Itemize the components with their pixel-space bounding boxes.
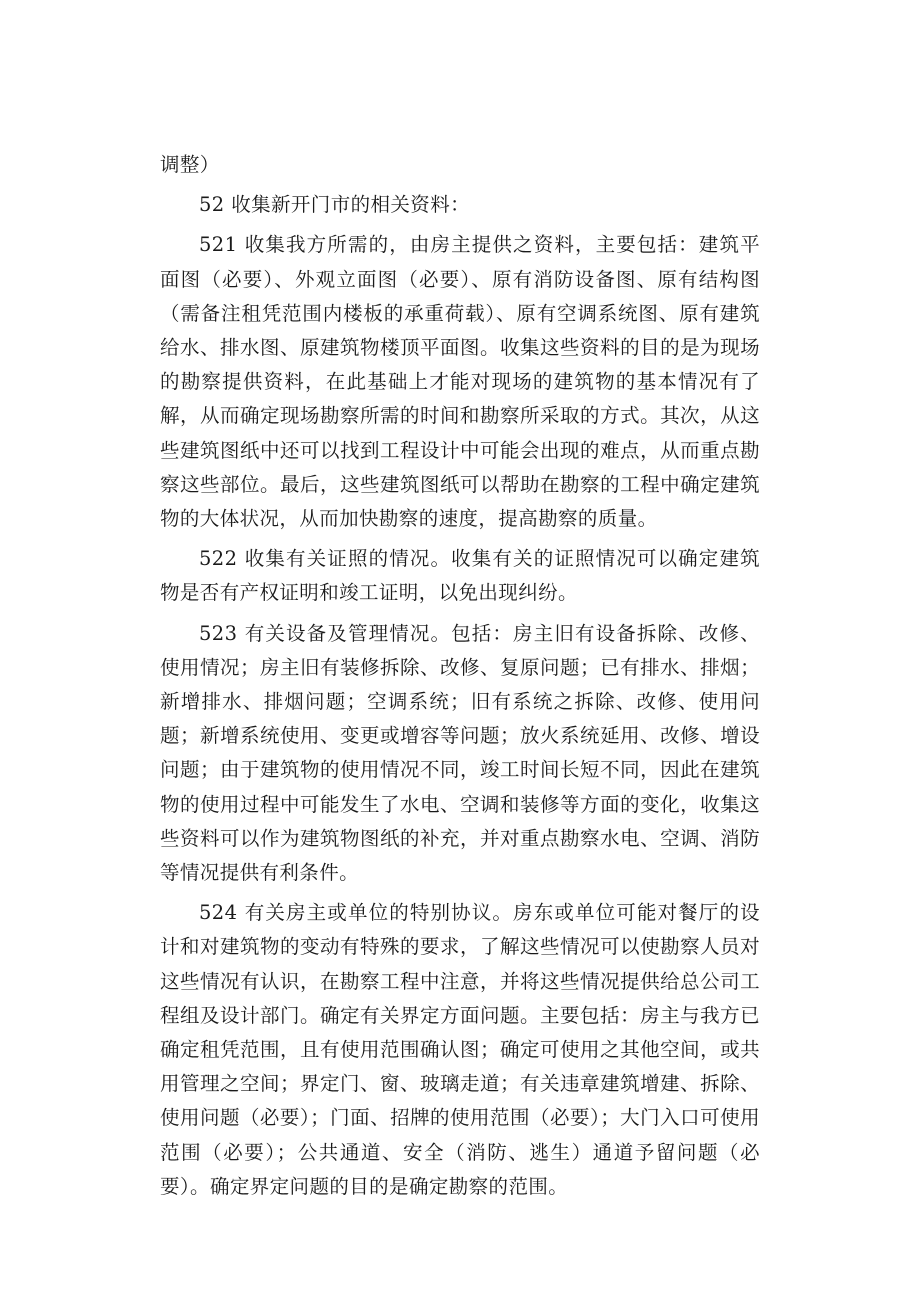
paragraph-523: 523 有关设备及管理情况。包括：房主旧有设备拆除、改修、使用情况；房主旧有装修拆除、改修、复原问题；已有排水、排烟；新增排水、排烟问题；空调系统；旧有系统之拆除、改修、使用问题；新增系统使用、变更或增容等问题；放火系统延用、改修、增设问题；由于建筑物的使用情况不同，竣工时间长短不同，因此在建筑物的使用过程中可能发生了水电、空调和装修等方面的变化，收集这些资料可以作为建筑物图纸的补充，并对重点勘察水电、空调、消防等情况提供有利条件。 [160,621,760,885]
paragraph-521: 521 收集我方所需的，由房主提供之资料，主要包括：建筑平面图（必要）、外观立面图（必要）、原有消防设备图、原有结构图（需备注租凭范围内楼板的承重荷载）、原有空调系统图、原有建筑给水、排水图、原建筑物楼顶平面图。收集这些资料的目的是为现场的勘察提供资料，在此基础上才能对现场的建筑物的基本情况有了解，从而确定现场勘察所需的时间和勘察所采取的方式。其次，从这些建筑图纸中还可以找到工程设计中可能会出现的难点，从而重点勘察这些部位。最后，这些建筑图纸可以帮助在勘察的工程中确定建筑物的大体状况，从而加快勘察的速度，提高勘察的质量。 [160,233,760,531]
paragraph-524: 524 有关房主或单位的特别协议。房东或单位可能对餐厅的设计和对建筑物的变动有特殊的要求，了解这些情况可以使勘察人员对这些情况有认识，在勘察工程中注意，并将这些情况提供给总公司工程组及设计部门。确定有关界定方面问题。主要包括：房主与我方已确定租凭范围，且有使用范围确认图；确定可使用之其他空间，或共用管理之空间；界定门、窗、玻璃走道；有关违章建筑增建、拆除、使用问题（必要）；门面、招牌的使用范围（必要）；大门入口可使用范围（必要）；公共通道、安全（消防、逃生）通道予留问题（必要）。确定界定问题的目的是确定勘察的范围。 [160,901,760,1198]
section-heading-52: 52 收集新开门市的相关资料： [199,193,471,217]
paragraph-522: 522 收集有关证照的情况。收集有关的证照情况可以确定建筑物是否有产权证明和竣工证明，以免出现纠纷。 [160,547,760,605]
paragraph-continuation: 调整） [160,153,220,176]
